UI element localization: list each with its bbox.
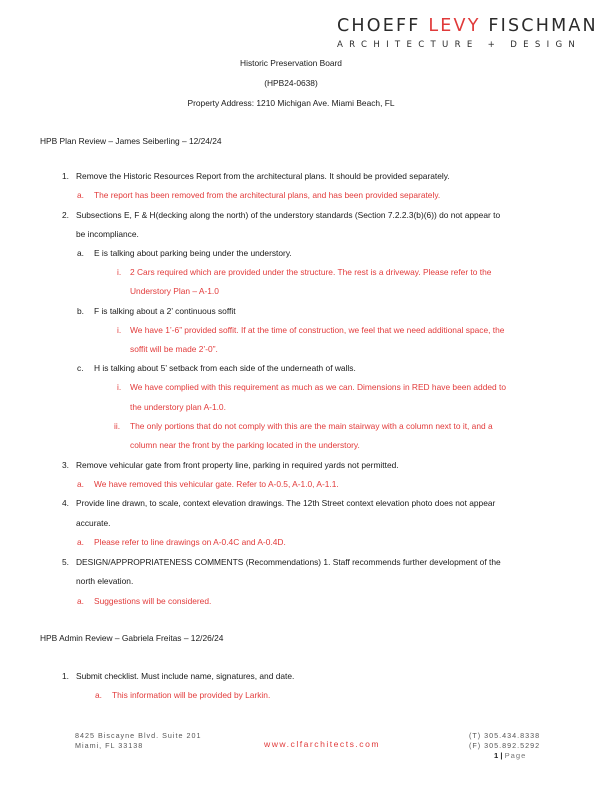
response-text: Suggestions will be considered. xyxy=(94,596,212,606)
response-text: Please refer to line drawings on A-0.4C and A-0.4D. xyxy=(94,537,286,547)
response-text: Understory Plan – A-1.0 xyxy=(130,286,219,296)
comment-text: Provide line drawn, to scale, context elevation drawings. The 12th Street context elevation photo does not appear xyxy=(76,498,496,508)
comment-text: be incompliance. xyxy=(76,229,139,239)
comment-text: Remove the Historic Resources Report from the architectural plans. It should be provided separately. xyxy=(76,171,450,181)
comment-text: Subsections E, F & H(decking along the north) of the understory standards (Section 7.2.2.3(b)(6)) do not appear to xyxy=(76,210,501,220)
response-marker: a. xyxy=(77,479,84,489)
response-text: The only portions that do not comply with this are the main stairway with a column next to it, and a xyxy=(130,421,493,431)
item-number: 4. xyxy=(62,498,69,508)
response-text: We have removed this vehicular gate. Refer to A-0.5, A-1.0, A-1.1. xyxy=(94,479,339,489)
footer-fax: (F) 305.892.5292 xyxy=(469,741,541,750)
item-number: 2. xyxy=(62,210,69,220)
item-number: 1. xyxy=(62,171,69,181)
plan-review-heading: HPB Plan Review – James Seiberling – 12/24/24 xyxy=(40,136,222,146)
item-number: 3. xyxy=(62,460,69,470)
footer-phone: (T) 305.434.8338 xyxy=(469,731,541,740)
response-marker: i. xyxy=(117,325,122,335)
logo-word-fischman: FISCHMAN xyxy=(480,16,598,36)
subitem-marker: b. xyxy=(77,306,84,316)
logo-word-choeff: CHOEFF xyxy=(337,16,429,36)
logo-word-levy: LEVY xyxy=(428,16,481,36)
subitem-text: F is talking about a 2’ continuous soffit xyxy=(94,306,236,316)
admin-review-heading: HPB Admin Review – Gabriela Freitas – 12/26/24 xyxy=(40,633,224,643)
logo-wordmark xyxy=(337,16,598,36)
response-marker: a. xyxy=(95,690,102,700)
page-separator: | xyxy=(498,751,505,760)
response-marker: a. xyxy=(77,596,84,606)
subitem-marker: c. xyxy=(77,363,84,373)
response-text: We have 1’-6” provided soffit. If at the time of construction, we feel that we need additional space, the xyxy=(130,325,505,335)
footer-address-line1: 8425 Biscayne Blvd. Suite 201 xyxy=(75,731,202,740)
subitem-text: E is talking about parking being under the understory. xyxy=(94,248,292,258)
property-address: Property Address: 1210 Michigan Ave. Miami Beach, FL xyxy=(187,98,395,108)
page-indicator xyxy=(494,751,526,761)
response-marker: i. xyxy=(117,382,122,392)
response-text: the understory plan A-1.0. xyxy=(130,402,226,412)
response-text: We have complied with this requirement as much as we can. Dimensions in RED have been added to xyxy=(130,382,506,392)
page-label: Page xyxy=(504,751,527,760)
comment-text: Remove vehicular gate from front property line, parking in required yards not permitted. xyxy=(76,460,399,470)
comment-text: Submit checklist. Must include name, signatures, and date. xyxy=(76,671,295,681)
response-text: soffit will be made 2’-0”. xyxy=(130,344,218,354)
subitem-marker: a. xyxy=(77,248,84,258)
page-number: 1 xyxy=(494,751,499,760)
item-number: 5. xyxy=(62,557,69,567)
comment-text: accurate. xyxy=(76,518,111,528)
logo-tagline: ARCHITECTURE + DESIGN xyxy=(337,40,582,50)
response-text: column near the front by the parking located in the understory. xyxy=(130,440,360,450)
response-marker: a. xyxy=(77,537,84,547)
comment-text: north elevation. xyxy=(76,576,134,586)
company-logo xyxy=(337,16,598,50)
case-number: (HPB24-0638) xyxy=(264,78,318,88)
item-number: 1. xyxy=(62,671,69,681)
footer-address-line2: Miami, FL 33138 xyxy=(75,741,144,750)
comment-text: DESIGN/APPROPRIATENESS COMMENTS (Recommendations) 1. Staff recommends further development of the xyxy=(76,557,501,567)
response-marker: ii. xyxy=(114,421,121,431)
response-text: The report has been removed from the architectural plans, and has been provided separately. xyxy=(94,190,441,200)
response-text: 2 Cars required which are provided under the structure. The rest is a driveway. Please refer to the xyxy=(130,267,492,277)
response-text: This information will be provided by Larkin. xyxy=(112,690,271,700)
response-marker: i. xyxy=(117,267,122,277)
subitem-text: H is talking about 5’ setback from each side of the underneath of walls. xyxy=(94,363,356,373)
board-title: Historic Preservation Board xyxy=(240,58,342,68)
footer-website-link[interactable]: www.clfarchitects.com xyxy=(264,739,381,749)
response-marker: a. xyxy=(77,190,84,200)
